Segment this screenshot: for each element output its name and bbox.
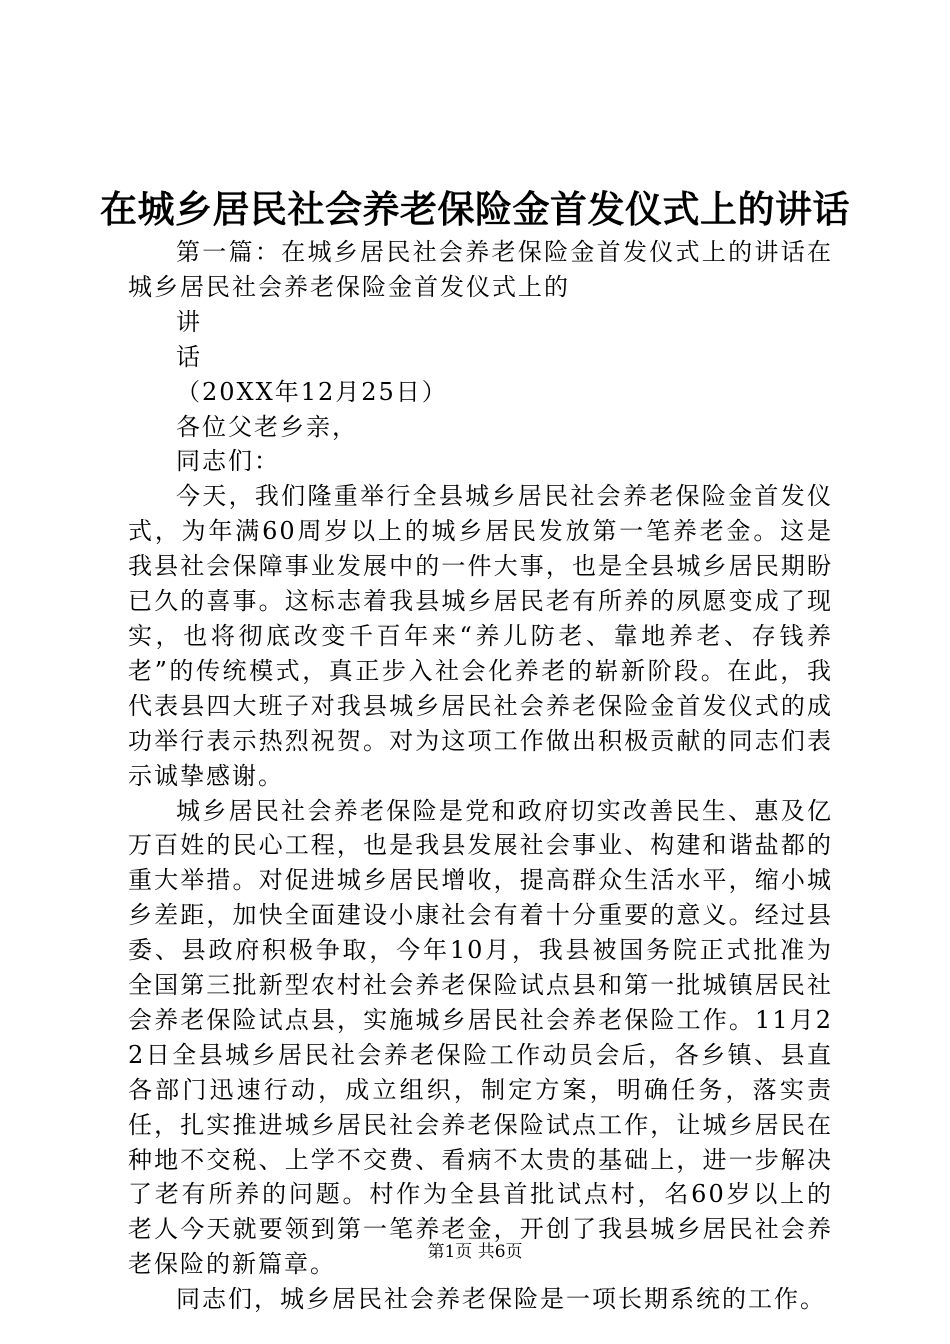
paragraph-opening: 今天，我们隆重举行全县城乡居民社会养老保险金首发仪式，为年满60周岁以上的城乡居民发放第一笔养老金。这是我县社会保障事业发展中的一件大事，也是全县城乡居民期盼已久的喜事。这标志着我县城乡居民老有所养的夙愿变成了现实，也将彻底改变千百年来“养儿防老、靠地养老、存钱养老”的传统模式，真正步入社会化养老的崭新阶段。在此，我代表县四大班子对我县城乡居民社会养老保险金首发仪式的成功举行表示热烈祝贺。对为这项工作做出积极贡献的同志们表示诚挚感谢。	[128, 482, 833, 790]
document-title: 在城乡居民社会养老保险金首发仪式上的讲话	[100, 188, 850, 231]
paragraph-char-hua: 话	[176, 342, 202, 371]
paragraph-closing: 同志们，城乡居民社会养老保险是一项长期系统的工作。	[176, 1285, 826, 1314]
paragraph-salutation: 各位父老乡亲，	[176, 412, 358, 441]
page-footer: 第1页 共6页	[427, 1242, 523, 1262]
paragraph-insurance: 城乡居民社会养老保险是党和政府切实改善民生、惠及亿万百姓的民心工程，也是我县发展社会事业、构建和谐盐都的重大举措。对促进城乡居民增收，提高群众生活水平，缩小城乡差距，加快全面建设小康社会有着十分重要的意义。经过县委、县政府积极争取，今年10月，我县被国务院正式批准为全国第三批新型农村社会养老保险试点县和第一批城镇居民社会养老保险试点县，实施城乡居民社会养老保险工作。11月22日全县城乡居民社会养老保险工作动员会后，各乡镇、县直各部门迅速行动，成立组织，制定方案，明确任务，落实责任，扎实推进城乡居民社会养老保险试点工作，让城乡居民在种地不交税、上学不交费、看病不太贵的基础上，进一步解决了老有所养的问题。村作为全县首批试点村，名60岁以上的老人今天就要领到第一笔养老金，开创了我县城乡居民社会养老保险的新篇章。	[128, 796, 833, 1279]
paragraph-comrades: 同志们：	[176, 447, 280, 476]
paragraph-char-jiang: 讲	[176, 307, 202, 336]
paragraph-heading-line: 第一篇：在城乡居民社会养老保险金首发仪式上的讲话在城乡居民社会养老保险金首发仪式上的	[128, 238, 833, 301]
document-body	[128, 235, 833, 1317]
paragraph-date: （20XX年12月25日）	[176, 377, 448, 406]
